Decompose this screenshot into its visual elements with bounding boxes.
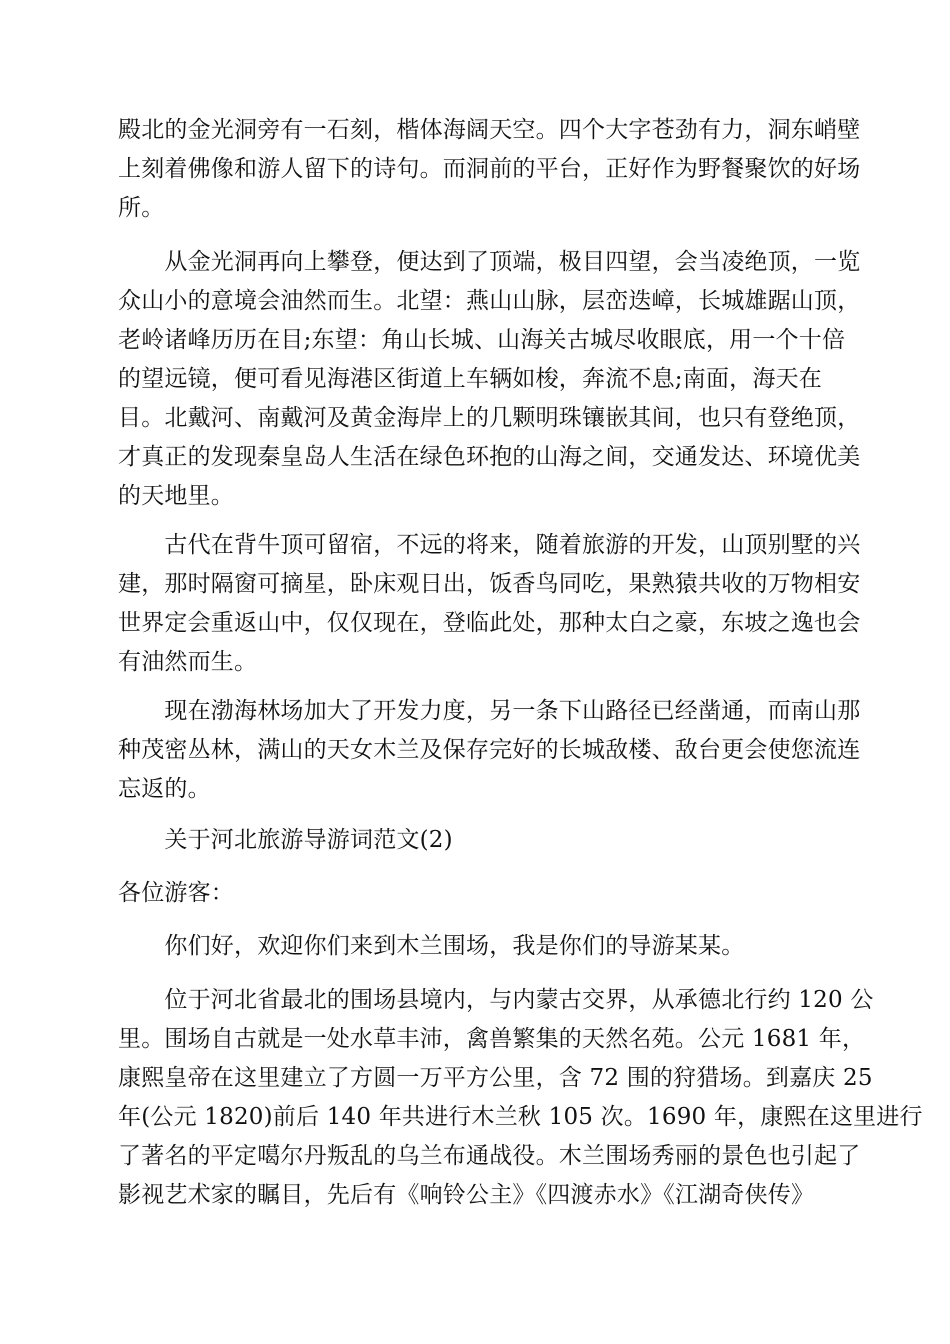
text-line: 目。北戴河、南戴河及黄金海岸上的几颗明珠镶嵌其间，也只有登绝顶， [118,405,861,431]
text-line: 忘返的。 [118,776,211,802]
text-line: 各位游客： [118,880,234,906]
section-heading [118,821,833,860]
text-line: 从金光洞再向上攀登，便达到了顶端，极目四望，会当凌绝顶，一览 [118,249,861,275]
text-line: 康熙皇帝在这里建立了方圆一万平方公里，含 72 围的狩猎场。到嘉庆 25 [118,1065,873,1091]
paragraph-mulan-paddock [118,981,923,1215]
text-line: 上刻着佛像和游人留下的诗句。而洞前的平台，正好作为野餐聚饮的好场 [118,156,861,182]
paragraph-forest-farm [118,692,861,809]
text-line: 位于河北省最北的围场县境内，与内蒙古交界，从承德北行约 120 公 [118,987,874,1013]
paragraph-welcome [118,927,833,966]
text-line: 的天地里。 [118,483,234,509]
text-line: 殿北的金光洞旁有一石刻，楷体海阔天空。四个大字苍劲有力，洞东峭壁 [118,117,861,143]
section-title: 关于河北旅游导游词范文(2) [118,827,453,853]
paragraph-summit-view [118,243,861,516]
text-line: 的望远镜，便可看见海港区街道上车辆如梭，奔流不息;南面，海天在 [118,366,822,392]
text-line: 里。围场自古就是一处水草丰沛，禽兽繁集的天然名苑。公元 1681 年， [118,1026,866,1052]
text-line: 了著名的平定噶尔丹叛乱的乌兰布通战役。木兰围场秀丽的景色也引起了 [118,1143,861,1169]
text-line: 世界定会重返山中，仅仅现在，登临此处，那种太白之豪，东坡之逸也会 [118,610,861,636]
text-line: 有油然而生。 [118,649,258,675]
text-line: 古代在背牛顶可留宿，不远的将来，随着旅游的开发，山顶别墅的兴 [118,532,861,558]
text-line: 建，那时隔窗可摘星，卧床观日出，饭香鸟同吃，果熟猿共收的万物相安 [118,571,861,597]
text-line: 年(公元 1820)前后 140 年共进行木兰秋 105 次。1690 年，康熙在这里进行 [118,1104,923,1130]
greeting [118,874,833,913]
text-line: 才真正的发现秦皇岛人生活在绿色环抱的山海之间，交通发达、环境优美 [118,444,861,470]
text-line: 老岭诸峰历历在目;东望：角山长城、山海关古城尽收眼底，用一个十倍 [118,327,846,353]
text-line: 影视艺术家的瞩目，先后有《响铃公主》《四渡赤水》《江湖奇侠传》 [118,1182,815,1208]
paragraph-golden-light-cave [118,111,861,228]
paragraph-future-stay [118,526,861,682]
text-line: 现在渤海林场加大了开发力度，另一条下山路径已经凿通，而南山那 [118,698,861,724]
text-line: 你们好，欢迎你们来到木兰围场，我是你们的导游某某。 [118,933,745,959]
text-line: 种茂密丛林，满山的天女木兰及保存完好的长城敌楼、敌台更会使您流连 [118,737,861,763]
text-line: 所。 [118,195,165,221]
text-line: 众山小的意境会油然而生。北望：燕山山脉，层峦迭嶂，长城雄踞山顶， [118,288,861,314]
